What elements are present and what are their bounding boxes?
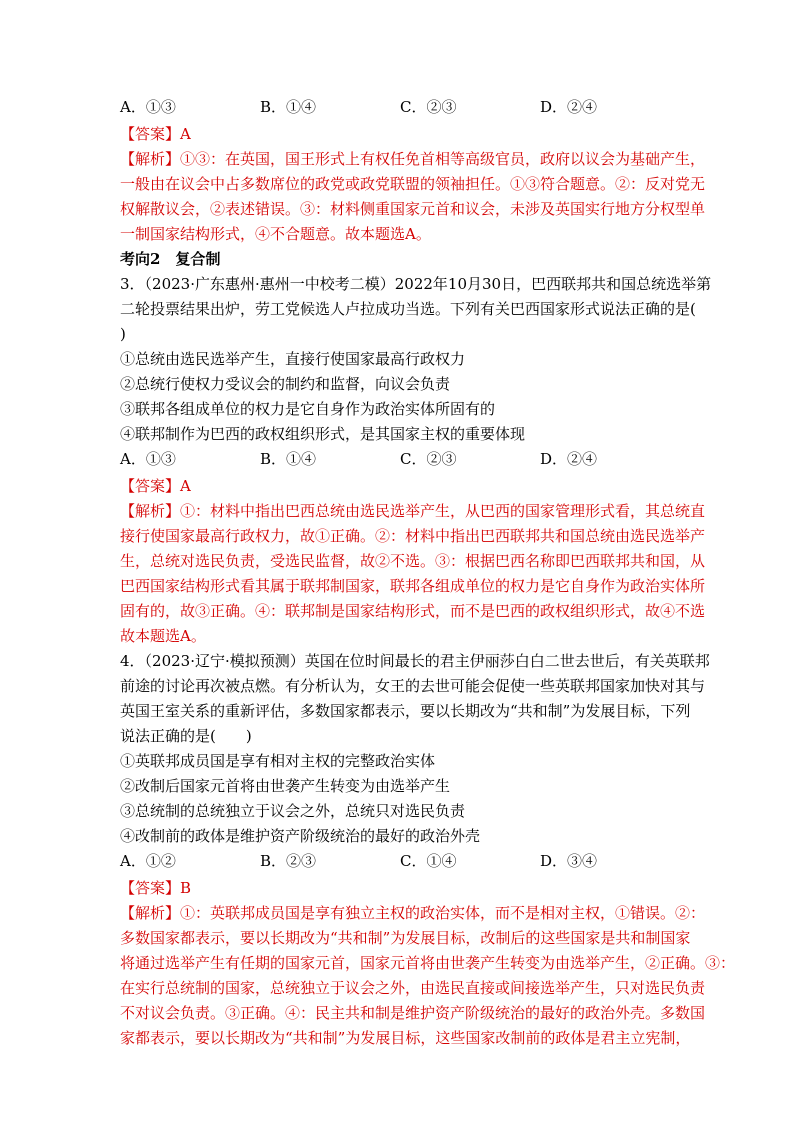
q3-item: ④联邦制作为巴西的政权组织形式，是其国家主权的重要体现 [120, 425, 526, 443]
q4-analysis-line: 【解析】①：英联邦成员国是享有独立主权的政治实体，而不是相对主权，①错误。②： [120, 904, 706, 922]
q4-answer: 【答案】B [120, 879, 192, 897]
q2-options [120, 95, 680, 120]
q4-item: ①英联邦成员国是享有相对主权的完整政治实体 [120, 752, 436, 770]
q4-item: ②改制后国家元首将由世袭产生转变为由选举产生 [120, 777, 451, 795]
q2-answer: 【答案】A [120, 125, 191, 143]
q4-option-c: C．①④ [400, 852, 457, 870]
q3-analysis-line: 巴西国家结构形式看其属于联邦制国家，联邦各组成单位的权力是它自身作为政治实体所 [120, 577, 706, 595]
q4-stem-line: 说法正确的是( ) [120, 727, 252, 745]
q4-option-b: B．②③ [260, 852, 317, 870]
q4-analysis-line: 将通过选举产生有任期的国家元首，国家元首将由世袭产生转变为由选举产生，②正确。③： [120, 954, 736, 972]
q3-item: ③联邦各组成单位的权力是它自身作为政治实体所固有的 [120, 400, 496, 418]
q4-analysis-line: 在实行总统制的国家，总统独立于议会之外，由选民直接或间接选举产生，只对选民负责 [120, 979, 706, 997]
q4-option-d: D．③④ [540, 852, 598, 870]
q3-item: ①总统由选民选举产生，直接行使国家最高行政权力 [120, 350, 466, 368]
q3-stem-line: ) [120, 325, 126, 343]
section-heading: 考向2 复合制 [120, 250, 221, 268]
q3-analysis-line: 【解析】①：材料中指出巴西总统由选民选举产生，从巴西的国家管理形式看，其总统直 [120, 502, 706, 520]
q3-options [120, 447, 680, 472]
q3-item: ②总统行使权力受议会的制约和监督，向议会负责 [120, 375, 451, 393]
q4-option-a: A．①② [120, 852, 176, 870]
q3-analysis-line: 接行使国家最高行政权力，故①正确。②：材料中指出巴西联邦共和国总统由选民选举产 [120, 527, 706, 545]
q2-analysis-line: 权解散议会，②表述错误。③：材料侧重国家元首和议会，未涉及英国实行地方分权型单 [120, 200, 706, 218]
q4-stem-line: 英国王室关系的重新评估，多数国家都表示，要以长期改为“共和制”为发展目标，下列 [120, 702, 691, 720]
q2-analysis-line: 一般由在议会中占多数席位的政党或政党联盟的领袖担任。①③符合题意。②：反对党无 [120, 175, 706, 193]
q2-option-b: B．①④ [260, 98, 317, 116]
q3-option-d: D．②④ [540, 450, 598, 468]
q2-analysis-line: 一制国家结构形式，④不合题意。故本题选A。 [120, 225, 431, 243]
q4-analysis-line: 多数国家都表示，要以长期改为“共和制”为发展目标，改制后的这些国家是共和制国家 [120, 929, 691, 947]
q3-analysis-line: 固有的，故③正确。④：联邦制是国家结构形式，而不是巴西的政权组织形式，故④不选 [120, 602, 706, 620]
q3-analysis-line: 生，总统对选民负责，受选民监督，故②不选。③：根据巴西名称即巴西联邦共和国，从 [120, 552, 706, 570]
q3-analysis-line: 故本题选A。 [120, 627, 206, 645]
q4-options [120, 849, 680, 874]
q4-stem-line: 4．（2023·辽宁·模拟预测）英国在位时间最长的君主伊丽莎白白二世去世后，有关英联邦 [120, 652, 710, 670]
q4-analysis-line: 不对议会负责。③正确。④：民主共和制是维护资产阶级统治的最好的政治外壳。多数国 [120, 1004, 706, 1022]
q4-stem-line: 前途的讨论再次被点燃。有分析认为，女王的去世可能会促使一些英联邦国家加快对其与 [120, 677, 706, 695]
q4-item: ④改制前的政体是维护资产阶级统治的最好的政治外壳 [120, 827, 481, 845]
q4-item: ③总统制的总统独立于议会之外，总统只对选民负责 [120, 802, 466, 820]
q3-option-c: C．②③ [400, 450, 457, 468]
q3-option-b: B．①④ [260, 450, 317, 468]
q3-stem-line: 3．（2023·广东惠州·惠州一中校考二模）2022年10月30日，巴西联邦共和国总统选举第 [120, 275, 712, 293]
q3-stem-line: 二轮投票结果出炉，劳工党候选人卢拉成功当选。下列有关巴西国家形式说法正确的是( [120, 300, 696, 318]
q4-analysis-line: 家都表示，要以长期改为“共和制”为发展目标，这些国家改制前的政体是君主立宪制， [120, 1029, 691, 1047]
q2-option-a: A．①③ [120, 98, 176, 116]
q2-analysis-line: 【解析】①③：在英国，国王形式上有权任免首相等高级官员，政府以议会为基础产生， [120, 150, 706, 168]
q2-option-c: C．②③ [400, 98, 457, 116]
q3-answer: 【答案】A [120, 477, 191, 495]
q2-option-d: D．②④ [540, 98, 598, 116]
document-page [120, 95, 736, 1051]
q3-option-a: A．①③ [120, 450, 176, 468]
